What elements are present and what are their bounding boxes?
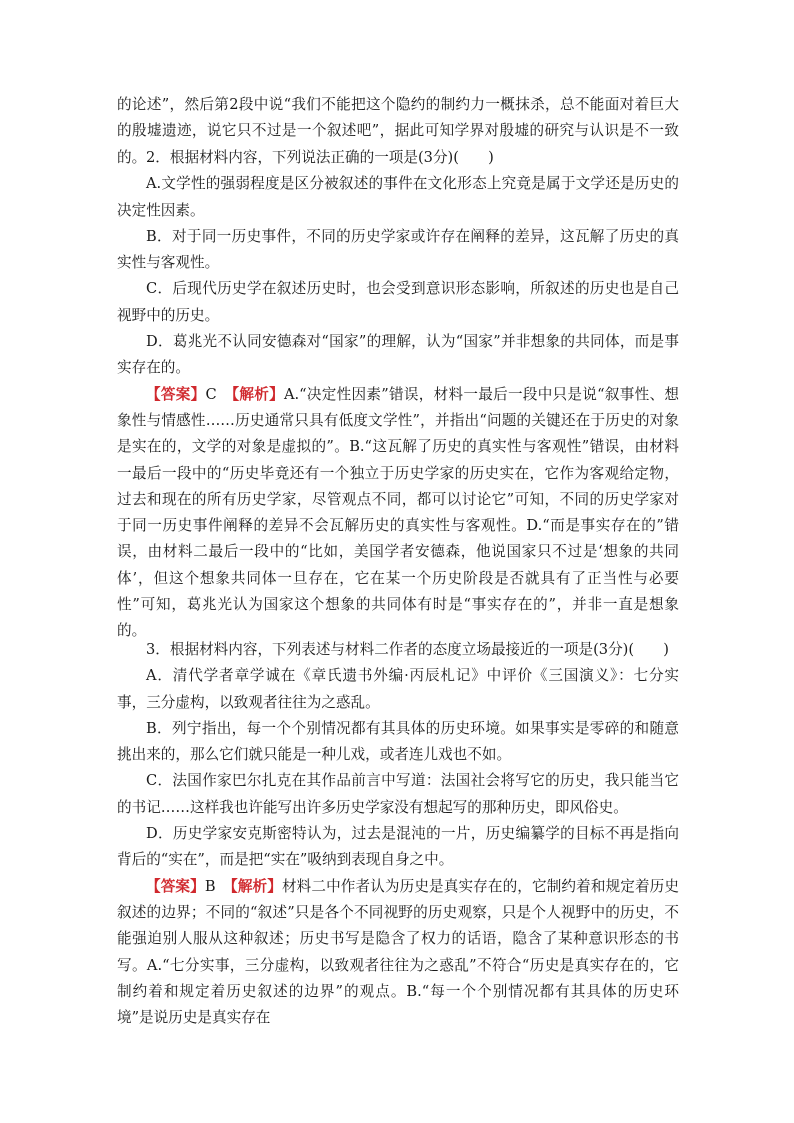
answer-value: C (205, 385, 217, 403)
answer-label: 【答案】 (146, 877, 205, 895)
question-2-option-d: D．葛兆光不认同安德森对“国家”的理解，认为“国家”并非想象的共同体，而是事实存在的。 (117, 333, 679, 377)
question-3 (117, 637, 679, 1031)
analysis-text: A.“决定性因素”错误，材料一最后一段中只是说“叙事性、想象性与情感性……历史通常只具有低度文学性”，并指出“问题的关键还在于历史的对象是实在的，文学的对象是虚拟的”。B.“这瓦解了历史的真实性与客观性”错误，由材料一最后一段中的“历史毕竟还有一个独立于历史学家的历史实在，它作为客观给定物，过去和现在的所有历史学家，尽管观点不同，都可以讨论它”可知，不同的历史学家对于同一历史事件阐释的差异不会瓦解历史的真实性与客观性。D.“而是事实存在的”错误，由材料二最后一段中的“比如，美国学者安德森，他说国家只不过是‘想象的共同体’，但这个想象共同体一旦存在，它在某一个历史阶段是否就具有了正当性与必要性”可知，葛兆光认为国家这个想象的共同体有时是“事实存在的”，并非一直是想象的。 (117, 385, 679, 640)
analysis-label: 【解析】 (231, 385, 284, 403)
question-2 (117, 145, 679, 645)
intro-paragraph: 的论述”，然后第2段中说“我们不能把这个隐约的制约力一概抹杀，总不能面对着巨大的殷墟遗迹，说它只不过是一个叙述吧”，据此可知学界对殷墟的研究与认识是不一致的。 (117, 96, 679, 166)
question-3-option-b: B．列宁指出，每一个个别情况都有其具体的历史环境。如果事实是零碎的和随意挑出来的，那么它们就只能是一种儿戏，或者连儿戏也不如。 (117, 719, 679, 764)
question-3-answer (117, 874, 679, 1032)
question-2-answer (117, 382, 679, 645)
answer-value: B (204, 877, 216, 895)
answer-label: 【答案】 (146, 385, 206, 403)
question-3-option-d: D．历史学家安克斯密特认为，过去是混沌的一片，历史编纂学的目标不再是指向背后的“实在”，而是把“实在”吸纳到表现自身之中。 (117, 825, 679, 869)
question-2-option-b: B．对于同一历史事件，不同的历史学家或许存在阐释的差异，这瓦解了历史的真实性与客观性。 (117, 227, 679, 272)
question-2-option-a: A.文学性的强弱程度是区分被叙述的事件在文化形态上究竟是属于文学还是历史的决定性因素。 (117, 175, 679, 219)
question-2-stem: 2．根据材料内容，下列说法正确的一项是(3分)( ) (146, 149, 494, 166)
question-3-stem: 3．根据材料内容，下列表述与材料二作者的态度立场最接近的一项是(3分)( ) (146, 641, 669, 658)
analysis-label: 【解析】 (230, 877, 282, 895)
question-3-option-c: C．法国作家巴尔扎克在其作品前言中写道：法国社会将写它的历史，我只能当它的书记……这样我也许能写出许多历史学家没有想起写的那种历史，即风俗史。 (117, 772, 679, 816)
analysis-text: 材料二中作者认为历史是真实存在的，它制约着和规定着历史叙述的边界；不同的“叙述”只是各个不同视野的历史观察，只是个人视野中的历史，不能强迫别人服从这种叙述；历史书写是隐含了权力的话语，隐含了某种意识形态的书写。A.“七分实事，三分虚构，以致观者往往为之惑乱”不符合“历史是真实存在的，它制约着和规定着历史叙述的边界”的观点。B.“每一个个别情况都有其具体的历史环境”是说历史是真实存在 (117, 877, 679, 1027)
question-3-option-a: A．清代学者章学诚在《章氏遗书外编·丙辰札记》中评价《三国演义》：七分实事，三分虚构，以致观者往往为之惑乱。 (117, 667, 679, 711)
question-2-option-c: C．后现代历史学在叙述历史时，也会受到意识形态影响，所叙述的历史也是自己视野中的历史。 (117, 280, 679, 324)
